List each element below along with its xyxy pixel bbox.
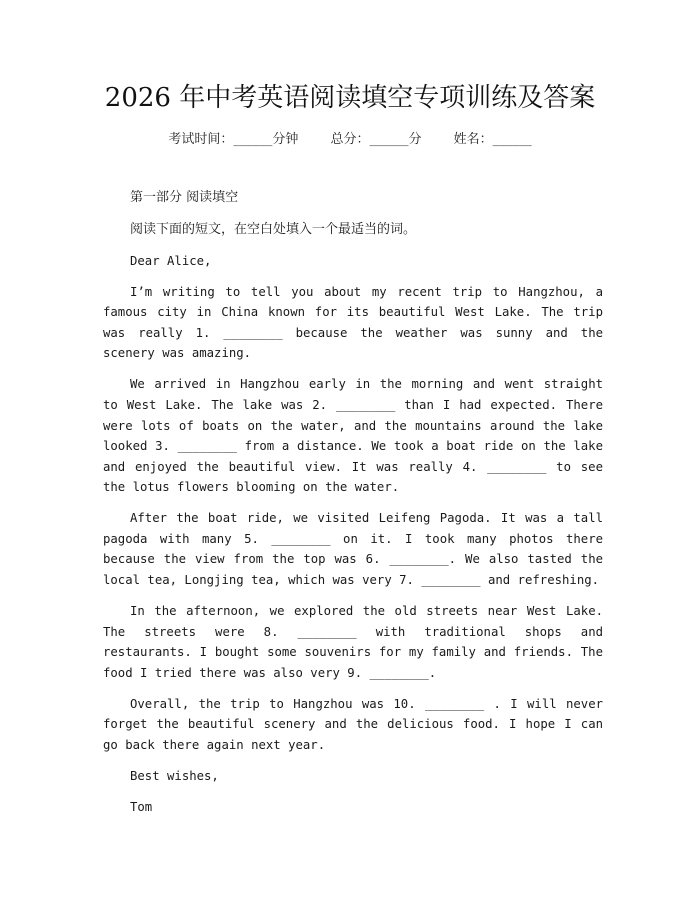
section-heading: 第一部分 阅读填空 xyxy=(130,190,239,205)
document-title: 2026 年中考英语阅读填空专项训练及答案 xyxy=(104,83,596,113)
closing: Best wishes, xyxy=(130,768,219,783)
exam-score: 总分：______分 xyxy=(330,132,422,147)
instructions: 阅读下面的短文，在空白处填入一个最适当的词。 xyxy=(130,221,417,237)
exam-meta xyxy=(0,130,700,150)
paragraph-5: Overall, the trip to Hangzhou was 10. ________ . I will never forget the beautiful scenery and the delicious food. I hope I can go back there again next year. xyxy=(103,696,603,752)
paragraph-2: We arrived in Hangzhou early in the morning and went straight to West Lake. The lake was 2. ________ than I had expected. There were lots of boats on the water, and the mountains around the lake looked 3. ________ from a distance. We took a boat ride on the lake and enjoyed the beautiful view. It was really 4. ________ to see the lotus flowers blooming on the water. xyxy=(103,377,603,495)
signature: Tom xyxy=(130,799,153,814)
paragraph-1: I’m writing to tell you about my recent trip to Hangzhou, a famous city in China known for its beautiful West Lake. The trip was really 1. ________ because the weather was sunny and the scenery was amazing. xyxy=(103,284,603,361)
exam-name: 姓名：______ xyxy=(453,132,532,147)
document-body xyxy=(103,188,603,828)
paragraph-4: In the afternoon, we explored the old streets near West Lake. The streets were 8. ________ with traditional shops and restaurants. I bought some souvenirs for my family and friends. The food I tried there was also very 9. ________. xyxy=(103,604,603,680)
exam-time: 考试时间：______分钟 xyxy=(168,132,299,147)
salutation: Dear Alice, xyxy=(130,253,212,268)
paragraph-3: After the boat ride, we visited Leifeng Pagoda. It was a tall pagoda with many 5. ________ on it. I took many photos there because the view from the top was 6. ________. We also tasted the local tea, Longjing tea, which was very 7. ________ and refreshing. xyxy=(103,511,603,588)
